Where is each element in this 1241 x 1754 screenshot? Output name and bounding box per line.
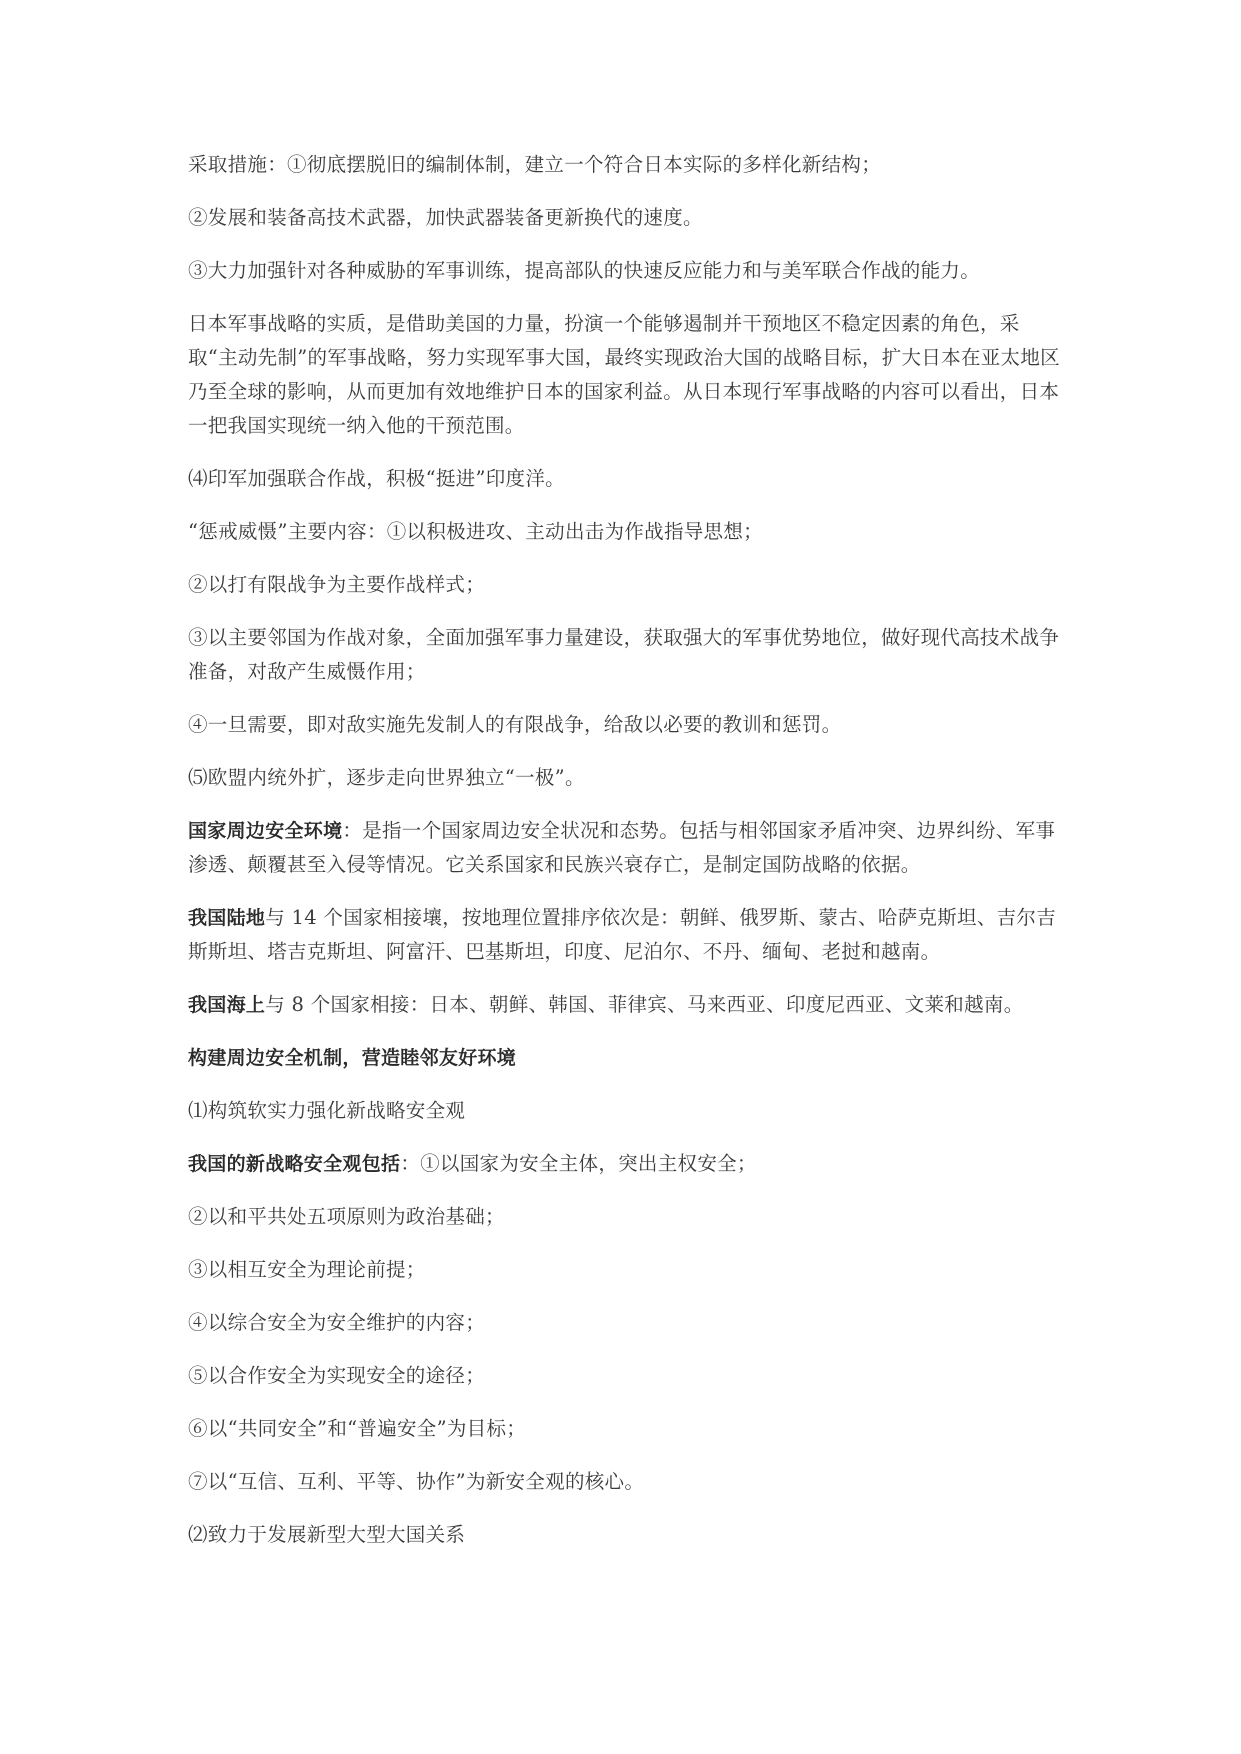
paragraph-text: ⑤以合作安全为实现安全的途径； bbox=[188, 1364, 486, 1387]
paragraph-deterrence-4 bbox=[188, 708, 1068, 742]
paragraph-text: ⑦以“互信、互利、平等、协作”为新安全观的核心。 bbox=[188, 1470, 645, 1493]
paragraph-text: 采取措施：①彻底摆脱旧的编制体制，建立一个符合日本实际的多样化新结构； bbox=[188, 153, 882, 176]
paragraph-text: ⑥以“共同安全”和“普遍安全”为目标； bbox=[188, 1417, 527, 1440]
paragraph-text: ③以主要邻国为作战对象，全面加强军事力量建设，获取强大的军事优势地位，做好现代高技术战争准备，对敌产生威慑作用； bbox=[188, 626, 1060, 683]
paragraph-measures bbox=[188, 148, 1068, 182]
document-page bbox=[188, 148, 1068, 1552]
paragraph-text: ⑸欧盟内统外扩，逐步走向世界独立“一极”。 bbox=[188, 766, 585, 789]
paragraph-deterrence-2 bbox=[188, 568, 1068, 602]
paragraph-text: ⑷印军加强联合作战，积极“挺进”印度洋。 bbox=[188, 467, 565, 490]
paragraph-lead: 我国海上 bbox=[188, 994, 266, 1016]
paragraph-text: 日本军事战略的实质，是借助美国的力量，扮演一个能够遏制并干预地区不稳定因素的角色，采取“主动先制”的军事战略，努力实现军事大国，最终实现政治大国的战略目标，扩大日本在亚太地区乃至全球的影响，从而更加有效地维护日本的国家利益。从日本现行军事战略的内容可以看出，日本一把我国实现统一纳入他的干预范围。 bbox=[188, 312, 1060, 437]
paragraph-text: ③大力加强针对各种威胁的军事训练，提高部队的快速反应能力和与美军联合作战的能力。 bbox=[188, 259, 981, 282]
paragraph-text: ：是指一个国家周边安全状况和态势。包括与相邻国家矛盾冲突、边界纠纷、军事渗透、颠覆甚至入侵等情况。它关系国家和民族兴衰存亡，是制定国防战略的依据。 bbox=[188, 819, 1056, 876]
paragraph-text: ⑵致力于发展新型大型大国关系 bbox=[188, 1523, 466, 1546]
paragraph-text: ④以综合安全为安全维护的内容； bbox=[188, 1311, 486, 1334]
paragraph-concept-5 bbox=[188, 1359, 1068, 1393]
paragraph-concept-2 bbox=[188, 1200, 1068, 1234]
paragraph-concept-4 bbox=[188, 1306, 1068, 1340]
paragraph-land-neighbors bbox=[188, 901, 1068, 969]
paragraph-japan-strategy bbox=[188, 307, 1068, 443]
paragraph-india bbox=[188, 462, 1068, 496]
paragraph-measure-2 bbox=[188, 201, 1068, 235]
section-heading bbox=[188, 1041, 1068, 1075]
paragraph-sea-neighbors bbox=[188, 988, 1068, 1022]
paragraph-text: 与 14 个国家相接壤，按地理位置排序依次是：朝鲜、俄罗斯、蒙古、哈萨克斯坦、吉尔吉斯斯坦、塔吉克斯坦、阿富汗、巴基斯坦，印度、尼泊尔、不丹、缅甸、老挝和越南。 bbox=[188, 906, 1057, 963]
paragraph-surrounding-security bbox=[188, 814, 1068, 882]
paragraph-text: 与 8 个国家相接：日本、朝鲜、韩国、菲律宾、马来西亚、印度尼西亚、文莱和越南。 bbox=[265, 993, 1024, 1016]
paragraph-text: ⑴构筑软实力强化新战略安全观 bbox=[188, 1099, 466, 1122]
paragraph-soft-power bbox=[188, 1094, 1068, 1128]
paragraph-lead: 我国陆地 bbox=[188, 907, 266, 929]
paragraph-text: ③以相互安全为理论前提； bbox=[188, 1258, 426, 1281]
paragraph-text: ：①以国家为安全主体，突出主权安全； bbox=[400, 1152, 757, 1175]
paragraph-concept-7 bbox=[188, 1465, 1068, 1499]
paragraph-security-concept bbox=[188, 1147, 1068, 1181]
paragraph-lead: 我国的新战略安全观包括 bbox=[188, 1153, 401, 1175]
paragraph-lead: 国家周边安全环境 bbox=[188, 820, 343, 842]
paragraph-concept-3 bbox=[188, 1253, 1068, 1287]
paragraph-text: “惩戒威慑”主要内容：①以积极进攻、主动出击为作战指导思想； bbox=[188, 520, 763, 543]
paragraph-deterrence-3 bbox=[188, 621, 1068, 689]
paragraph-major-powers bbox=[188, 1518, 1068, 1552]
paragraph-text: ②发展和装备高技术武器，加快武器装备更新换代的速度。 bbox=[188, 206, 703, 229]
heading-text: 构建周边安全机制，营造睦邻友好环境 bbox=[188, 1047, 517, 1069]
paragraph-text: ②以打有限战争为主要作战样式； bbox=[188, 573, 486, 596]
paragraph-text: ④一旦需要，即对敌实施先发制人的有限战争，给敌以必要的教训和惩罚。 bbox=[188, 713, 842, 736]
paragraph-text: ②以和平共处五项原则为政治基础； bbox=[188, 1205, 505, 1228]
paragraph-deterrence bbox=[188, 515, 1068, 549]
paragraph-eu bbox=[188, 761, 1068, 795]
paragraph-concept-6 bbox=[188, 1412, 1068, 1446]
paragraph-measure-3 bbox=[188, 254, 1068, 288]
